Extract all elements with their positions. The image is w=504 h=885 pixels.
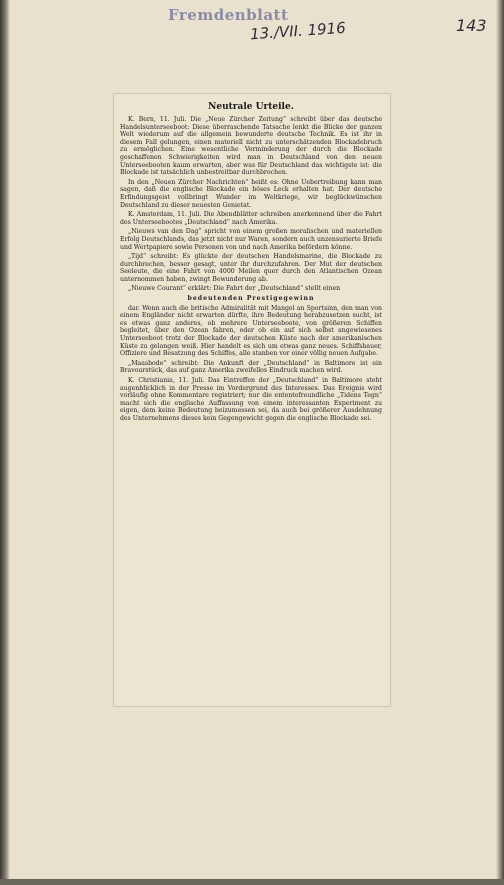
page-bottom-edge: [0, 879, 504, 885]
article-paragraph: „Nieuws van den Dag“ spricht von einem großen moralischen und materiellen Erfolg Deutschlands, das jetzt nicht nur Waren, sondern auch unzensurierte Briefe und Wertpapiere sowie Personen von und nach Amerika befördern könne.: [120, 228, 382, 251]
article-paragraph: „Maasbode“ schreibt: Die Ankunft der „Deutschland“ in Baltimore ist ein Bravourstück, das auf ganz Amerika zweifellos Eindruck machen wird.: [120, 359, 382, 375]
article-paragraph: In den „Neuen Zürcher Nachrichten“ heißt es: Ohne Uebertreibung kann man sagen, daß die englische Blockade ein böses Leck erhalten hat. Der deutsche Erfindungsgeist vollbringt Wunder im Weltkriege, wir beglückwünschen Deutschland zu dieser neuesten Genietat.: [120, 178, 382, 209]
newspaper-stamp: Fremdenblatt: [168, 6, 289, 24]
newspaper-clipping: [114, 94, 390, 706]
article-headline: Neutrale Urteile.: [208, 102, 294, 112]
article-paragraph: K. Bern, 11. Juli. Die „Neue Zürcher Zeitung“ schreibt über das deutsche Handelsunterseeboot: Diese überraschende Tatsache lenkt die Blicke der ganzen Welt wiederum auf die allgemein bewunderte deutsche Technik. Es ist ihr in diesem Fall gelungen, einen materiell nicht zu unterschätzenden Blockadebruch zu ermöglichen. Eine wesentliche Verminderung der durch die Blockade geschaffenen Schwierigkeiten wird man in Deutschland von den neuen Unterseebooten kaum erwarten, aber was für Deutschland das wichtigste ist: die Blockade ist tatsächlich unbestreitbar durchbrochen.: [120, 116, 382, 177]
handwritten-date: 13./VII. 1916: [249, 18, 347, 44]
article-paragraph: K. Christiania, 11. Juli. Das Eintreffen der „Deutschland“ in Baltimore steht augenblicklich in der Presse im Vordergrund des Interesses. Das Ereignis wird vorläufig ohne Kommentare registriert; nur die ententefreundliche „Tidens Tegn“ macht sich die englische Auffassung von einem interessanten Experiment zu eigen, dem keine Bedeutung beizumessen sei, da auch bei größerer Ausdehnung des Unternehmens dieses kein Gegengewicht gegen die englische Blockade sei.: [120, 377, 382, 422]
article-paragraph: „Nieuwe Courant“ erklärt: Die Fahrt der „Deutschland“ stellt einen: [128, 285, 341, 293]
article-paragraph: dar. Wenn auch die britische Admiralität mit Mangel an Sportsinn, den man von einem Engländer nicht erwarten dürfte, ihre Bedeutung herabzusetzen sucht, ist es etwas ganz anderes, ob mehrere Unterseeboote, von größeren Schiffen begleitet, über den Ozean fahren, oder ob ein auf sich selbst angewiesenes Unterseeboot trotz der Blockade der deutschen Küste nach der amerikanischen Küste zu gelangen weiß. Hier handelt es sich um etwas ganz neues. Schiffsbauer, Offiziere und Besatzung des Schiffes, alle stanben vor einer völlig neuen Aufgabe.: [120, 304, 382, 358]
article-paragraph: K. Amsterdam, 11. Juli. Die Abendblätter schreiben anerkennend über die Fahrt des Unterseebootes „Deutschland“ nach Amerika.: [120, 211, 382, 226]
article-subheading: bedeutenden Prestigegewinn: [187, 295, 315, 303]
clipping-text: [120, 100, 382, 425]
article-paragraph: „Tijd“ schreibt: Es glückte der deutschen Handelsmarine, die Blockade zu durchbrechen, besser gesagt, unter ihr durchzufahren. Der Mut der deutschen Seeleute, die eine Fahrt von 4000 Meilen quer durch den Atlantischen Ozean unternommen haben, zwingt Bewunderung ab.: [120, 253, 382, 283]
handwritten-page-number: 143: [456, 16, 487, 35]
page-left-edge: [0, 0, 10, 885]
page-right-edge: [496, 0, 504, 885]
